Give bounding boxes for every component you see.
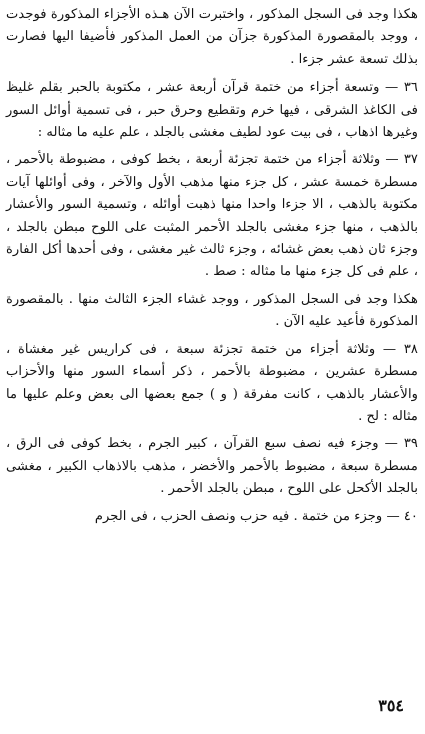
paragraph-list [6,4,418,533]
paragraph-entry-36: ٣٦ — وتسعة أجزاء من ختمة قرآن أربعة عشر ، مكتوبة بالحبر بقلم غليظ فى الكاغذ الشرقى ، فيها خرم وتقطيع وحرق حبر ، فى تسمية أوائل السور وغيرها اذهاب ، فى بيت عود لطيف مغشى بالجلد ، علم عليه ما مثاله : [6,80,418,141]
paragraph-entry-37: ٣٧ — وثلاثة أجزاء من ختمة تجزئة أربعة ، بخط كوفى ، مضبوطة بالأحمر ، مسطرة خمسة عشر ، كل جزء منها مذهب الأول والآخر ، وفى أوائلها آيات مكتوبة بالذهب ، الا جزءا واحدا منها ذهبت أوائله ، وتسمية السور والأعشار بالذهب ، منها جزء مغشى بالجلد الأحمر المثبت على اللوح مبطن بالجلد ، وجزء ثان ذهب بعض غشائه ، وجزء ثالث غير مغشى ، وفى أحدها أكل الفارة ، علم فى كل جزء منها ما مثاله : صط . [6,152,418,280]
paragraph-entry-39: ٣٩ — وجزء فيه نصف سبع القرآن ، كبير الجرم ، بخط كوفى فى الرق ، مسطرة سبعة ، مضبوط بالأحمر والأخضر ، مذهب بالاذهاب الكبير ، مغشى بالجلد الأكحل على اللوح ، مبطن بالجلد الأحمر . [6,436,418,497]
page-number: ٣٥٤ [378,696,404,715]
paragraph-register-note-1: هكذا وجد فى السجل المذكور ، واختبرت الآن هـذه الأجزاء المذكورة فوجدت ، ووجد بالمقصورة المذكورة جزآن من العمل المذكور فأضيفا اليها فصارت بذلك تسعة عشر جزءا . [6,7,418,67]
document-page [6,4,418,730]
paragraph-entry-40: ٤٠ — وجزء من ختمة . فيه حزب ونصف الحزب ، فى الجرم [94,508,418,524]
paragraph-register-note-2: هكذا وجد فى السجل المذكور ، ووجد غشاء الجزء الثالث منها . بالمقصورة المذكورة فأعيد عليه الآن . [6,291,418,330]
paragraph-entry-38: ٣٨ — وثلاثة أجزاء من ختمة تجزئة سبعة ، فى كراريس غير مغشاة ، مسطرة عشرين ، مضبوطة بالأحمر ، ذكر أسماء السور منها والأحزاب والأعشار بالذهب ، كانت مفرقة ( و ) جمع بعضها الى بعض وعلم عليها ما مثاله : لح . [6,341,418,424]
